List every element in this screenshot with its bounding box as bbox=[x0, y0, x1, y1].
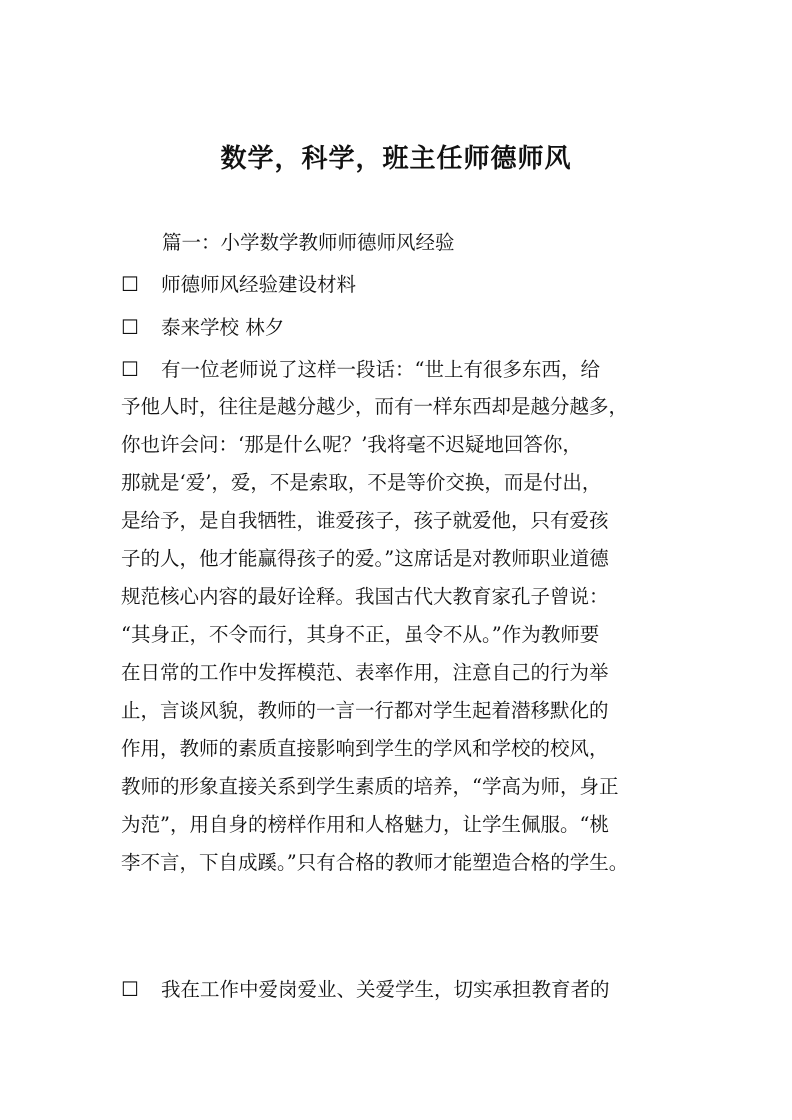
bullet-item bbox=[121, 270, 356, 299]
paragraph-line: 作用，教师的素质直接影响到学生的学风和学校的校风， bbox=[121, 737, 609, 760]
document-title: 数学，科学，班主任师德师风 bbox=[220, 144, 572, 174]
paragraph-line: 予他人时，往往是越分越少，而有一样东西却是越分越多， bbox=[121, 395, 629, 418]
bullet-item bbox=[121, 313, 284, 342]
paragraph-line: 那就是‘爱’，爱，不是索取，不是等价交换，而是付出， bbox=[121, 471, 602, 494]
paragraph-line: 子的人，他才能赢得孩子的爱。”这席话是对教师职业道德 bbox=[121, 547, 609, 570]
paragraph-line: 李不言，下自成蹊。”只有合格的教师才能塑造合格的学生。 bbox=[121, 851, 629, 874]
bullet-item-text: 泰来学校 林夕 bbox=[161, 316, 285, 339]
paragraph-line: 规范核心内容的最好诠释。我国古代大教育家孔子曾说： bbox=[121, 585, 609, 608]
checkbox-square-icon: ☐ bbox=[121, 315, 139, 339]
bullet-item-text: 师德师风经验建设材料 bbox=[161, 273, 357, 296]
paragraph-line: 你也许会问：‘那是什么呢？’我将毫不迟疑地回答你， bbox=[121, 433, 582, 456]
checkbox-square-icon: ☐ bbox=[121, 272, 139, 296]
paragraph-text: 有一位老师说了这样一段话：“世上有很多东西，给 bbox=[161, 358, 600, 381]
paragraph-line: 教师的形象直接关系到学生素质的培养，“学高为师，身正 bbox=[121, 775, 619, 798]
paragraph-line: 止，言谈风貌，教师的一言一行都对学生起着潜移默化的 bbox=[121, 699, 609, 722]
checkbox-square-icon: ☐ bbox=[121, 977, 139, 1001]
paragraph-line: 在日常的工作中发挥模范、表率作用，注意自己的行为举 bbox=[121, 661, 609, 684]
paragraph-text: 我在工作中爱岗爱业、关爱学生，切实承担教育者的 bbox=[161, 978, 610, 1001]
paragraph-line: 是给予，是自我牺牲，谁爱孩子，孩子就爱他，只有爱孩 bbox=[121, 509, 609, 532]
paragraph-line: “其身正，不令而行，其身不正，虽令不从。”作为教师要 bbox=[121, 623, 600, 646]
paragraph-line: 为范”，用自身的榜样作用和人格魅力，让学生佩服。“桃 bbox=[121, 813, 609, 836]
paragraph-first-line bbox=[121, 355, 600, 384]
checkbox-square-icon: ☐ bbox=[121, 357, 139, 381]
section-heading: 篇一：小学数学教师师德师风经验 bbox=[162, 231, 455, 254]
paragraph-first-line bbox=[121, 975, 610, 1004]
